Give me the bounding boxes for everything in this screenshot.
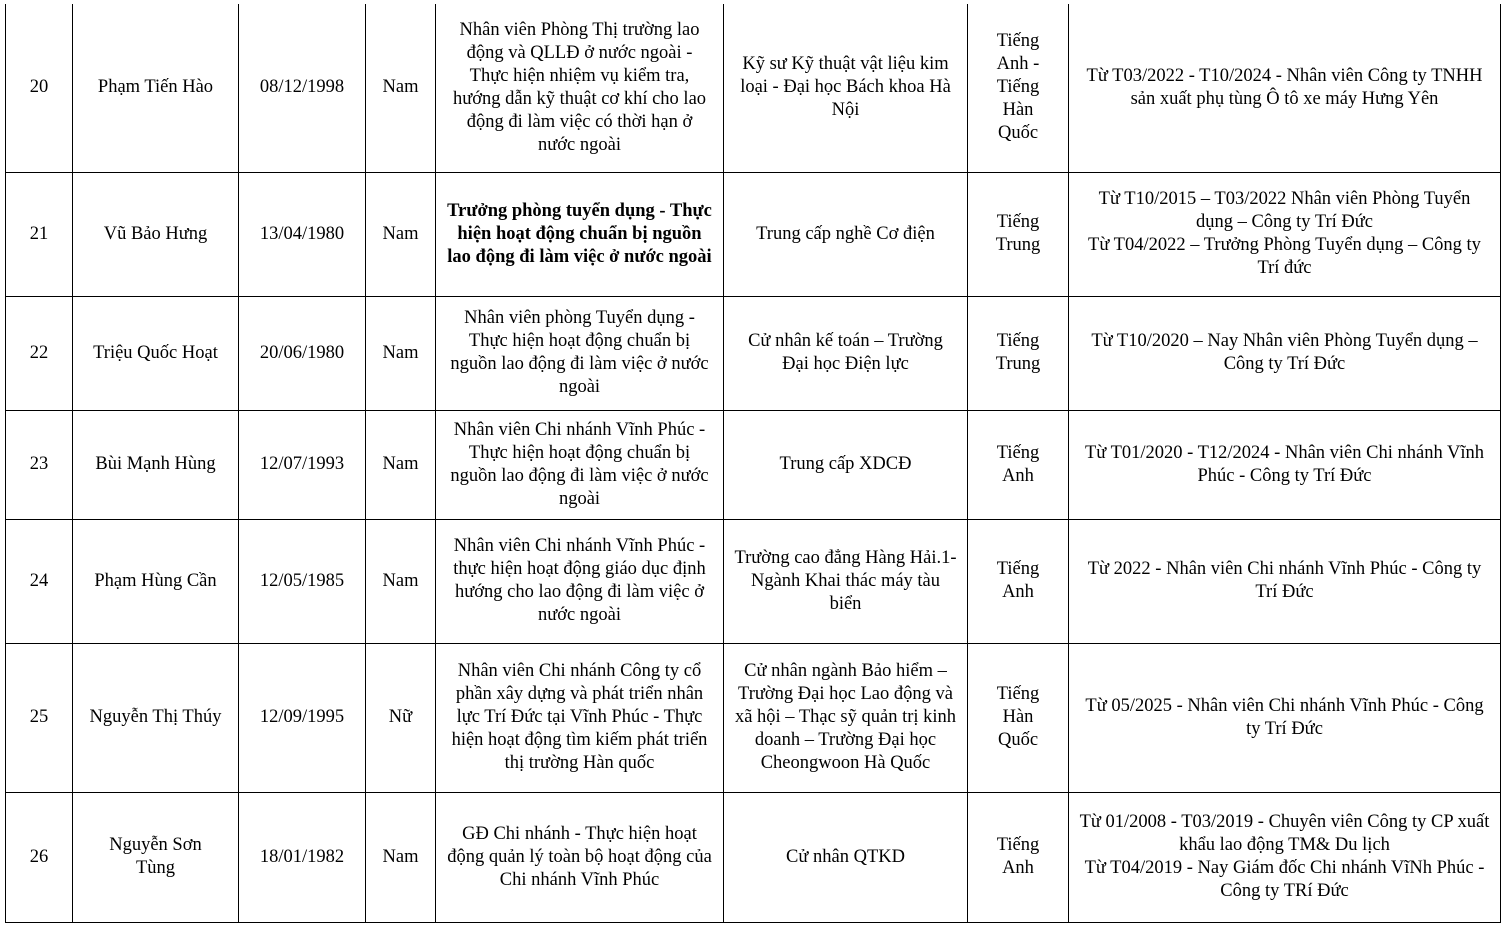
experience-line: Từ 05/2025 - Nhân viên Chi nhánh Vĩnh Phúc - Công ty Trí Đức [1085,695,1484,739]
cell-dob: 12/07/1993 [239,410,366,519]
cell-gender: Nam [366,172,436,296]
cell-position: Nhân viên Phòng Thị trường lao động và QLLĐ ở nước ngoài - Thực hiện nhiệm vụ kiểm tra, hướng dẫn kỹ thuật cơ khí cho lao động đi làm việc có thời hạn ở nước ngoài [436,4,724,172]
cell-position: Nhân viên Chi nhánh Công ty cổ phần xây dựng và phát triển nhân lực Trí Đức tại Vĩnh Phúc - Thực hiện hoạt động tìm kiếm phát triển thị trường Hàn quốc [436,643,724,792]
cell-language: Tiếng Anh [968,410,1069,519]
table-row [6,792,1501,922]
experience-line: Từ T10/2020 – Nay Nhân viên Phòng Tuyển dụng – Công ty Trí Đức [1091,331,1478,374]
cell-position: Nhân viên Chi nhánh Vĩnh Phúc - thực hiện hoạt động giáo dục định hướng cho lao động đi làm việc ở nước ngoài [436,519,724,643]
table-row [6,519,1501,643]
cell-language: Tiếng Anh [968,519,1069,643]
cell-gender: Nam [366,410,436,519]
cell-stt: 20 [6,4,73,172]
cell-experience [1069,643,1501,792]
experience-line: Từ T03/2022 - T10/2024 - Nhân viên Công ty TNHH sản xuất phụ tùng Ô tô xe máy Hưng Yên [1086,65,1483,109]
cell-stt: 26 [6,792,73,922]
experience-line: Từ T01/2020 - T12/2024 - Nhân viên Chi nhánh Vĩnh Phúc - Công ty Trí Đức [1084,442,1484,486]
cell-gender: Nam [366,792,436,922]
cell-education: Cử nhân QTKD [724,792,968,922]
cell-stt: 21 [6,172,73,296]
cell-education: Trường cao đẳng Hàng Hải.1- Ngành Khai thác máy tàu biển [724,519,968,643]
experience-line: Từ 01/2008 - T03/2019 - Chuyên viên Công ty CP xuất khẩu lao động TM& Du lịch [1079,812,1490,855]
cell-experience [1069,792,1501,922]
cell-language: Tiếng Hàn Quốc [968,643,1069,792]
cell-education: Kỹ sư Kỹ thuật vật liệu kim loại - Đại học Bách khoa Hà Nội [724,4,968,172]
cell-name: Bùi Mạnh Hùng [73,410,239,519]
cell-stt: 23 [6,410,73,519]
experience-line: Từ T04/2019 - Nay Giám đốc Chi nhánh VĩNh Phúc - Công ty TRí Đức [1084,858,1485,901]
cell-education: Cử nhân ngành Bảo hiểm – Trường Đại học Lao động và xã hội – Thạc sỹ quản trị kinh doanh – Trường Đại học Cheongwoon Hà Quốc [724,643,968,792]
cell-dob: 18/01/1982 [239,792,366,922]
cell-language: Tiếng Anh [968,792,1069,922]
cell-position: Trưởng phòng tuyển dụng - Thực hiện hoạt động chuẩn bị nguồn lao động đi làm việc ở nước ngoài [436,172,724,296]
cell-gender: Nam [366,296,436,410]
cell-name: Vũ Bảo Hưng [73,172,239,296]
cell-experience [1069,296,1501,410]
cell-name: Phạm Tiến Hào [73,4,239,172]
experience-line: Từ T04/2022 – Trưởng Phòng Tuyển dụng – Công ty Trí đức [1088,235,1481,278]
cell-language: Tiếng Anh - Tiếng Hàn Quốc [968,4,1069,172]
cell-dob: 13/04/1980 [239,172,366,296]
cell-language: Tiếng Trung [968,296,1069,410]
table-row [6,643,1501,792]
cell-position: Nhân viên Chi nhánh Vĩnh Phúc - Thực hiện hoạt động chuẩn bị nguồn lao động đi làm việc ở nước ngoài [436,410,724,519]
cell-stt: 25 [6,643,73,792]
cell-experience [1069,4,1501,172]
cell-experience [1069,172,1501,296]
table-row [6,410,1501,519]
cell-name: Phạm Hùng Cần [73,519,239,643]
cell-dob: 20/06/1980 [239,296,366,410]
experience-line: Từ T10/2015 – T03/2022 Nhân viên Phòng Tuyển dụng – Công ty Trí Đức [1098,189,1471,232]
cell-gender: Nữ [366,643,436,792]
cell-dob: 08/12/1998 [239,4,366,172]
cell-education: Trung cấp XDCĐ [724,410,968,519]
table-row [6,172,1501,296]
cell-name: Nguyễn Thị Thúy [73,643,239,792]
cell-position: Nhân viên phòng Tuyển dụng - Thực hiện hoạt động chuẩn bị nguồn lao động đi làm việc ở nước ngoài [436,296,724,410]
cell-language: Tiếng Trung [968,172,1069,296]
table-row [6,296,1501,410]
cell-dob: 12/05/1985 [239,519,366,643]
cell-stt: 22 [6,296,73,410]
cell-gender: Nam [366,4,436,172]
cell-experience [1069,410,1501,519]
cell-education: Trung cấp nghề Cơ điện [724,172,968,296]
table-row [6,4,1501,172]
cell-position: GĐ Chi nhánh - Thực hiện hoạt động quản lý toàn bộ hoạt động của Chi nhánh Vĩnh Phúc [436,792,724,922]
experience-line: Từ 2022 - Nhân viên Chi nhánh Vĩnh Phúc - Công ty Trí Đức [1087,559,1482,602]
staff-table [5,4,1501,923]
cell-experience [1069,519,1501,643]
cell-education: Cử nhân kế toán – Trường Đại học Điện lực [724,296,968,410]
cell-name: Nguyễn Sơn Tùng [73,792,239,922]
cell-dob: 12/09/1995 [239,643,366,792]
cell-gender: Nam [366,519,436,643]
cell-stt: 24 [6,519,73,643]
cell-name: Triệu Quốc Hoạt [73,296,239,410]
